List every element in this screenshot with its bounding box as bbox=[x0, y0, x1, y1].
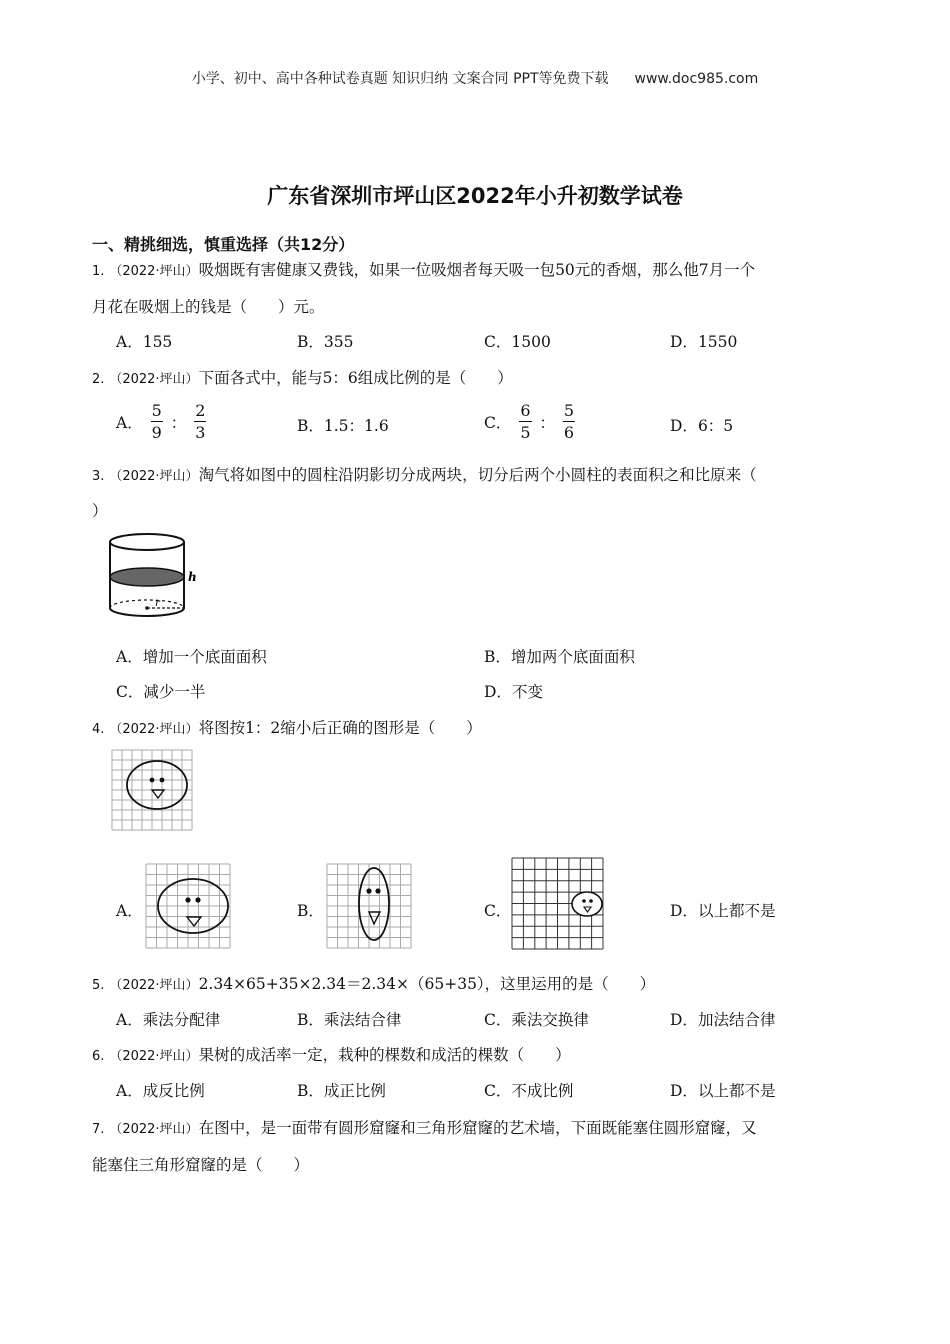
question-number: 7. bbox=[92, 1122, 105, 1137]
fraction: $\frac{6}{5}$ bbox=[520, 401, 531, 442]
q4-option-d[interactable]: D．以上都不是 bbox=[670, 902, 776, 920]
q4-option-a-label[interactable]: A． bbox=[116, 902, 143, 920]
question-6 bbox=[92, 1043, 571, 1065]
question-number: 5. bbox=[92, 978, 105, 993]
question-number: 3. bbox=[92, 469, 105, 484]
q1-option-b[interactable]: B．355 bbox=[297, 333, 354, 351]
question-text: 果树的成活率一定，栽种的棵数和成活的棵数（ ） bbox=[198, 1046, 571, 1064]
q2-option-a[interactable]: A． $\frac{5}{9}$ ： $\frac{2}{3}$ bbox=[116, 401, 206, 442]
fraction: $\frac{2}{3}$ bbox=[195, 401, 206, 442]
q4-option-b-label[interactable]: B． bbox=[297, 902, 324, 920]
q1-option-d[interactable]: D．1550 bbox=[670, 333, 738, 351]
question-number: 6. bbox=[92, 1049, 105, 1064]
radius-label: r bbox=[155, 598, 160, 609]
question-text: 将图按1：2缩小后正确的图形是（ ） bbox=[198, 719, 482, 737]
q3-option-d[interactable]: D．不变 bbox=[484, 683, 543, 701]
question-source: （2022·坪山） bbox=[109, 722, 199, 737]
q2-option-b[interactable]: B．1.5：1.6 bbox=[297, 417, 389, 435]
question-1-line1 bbox=[92, 258, 755, 280]
question-2 bbox=[92, 366, 513, 388]
question-text: 2.34×65+35×2.34＝2.34×（65+35），这里运用的是（ ） bbox=[198, 975, 656, 993]
q2-option-d[interactable]: D．6：5 bbox=[670, 417, 734, 435]
header-text: 小学、初中、高中各种试卷真题 知识归纳 文案合同 PPT等免费下载 bbox=[191, 71, 609, 87]
page-header bbox=[0, 68, 950, 88]
question-source: （2022·坪山） bbox=[109, 978, 199, 993]
q5-option-d[interactable]: D．加法结合律 bbox=[670, 1011, 776, 1029]
q2-option-c[interactable]: C． $\frac{6}{5}$ ： $\frac{5}{6}$ bbox=[484, 401, 575, 442]
q5-option-c[interactable]: C．乘法交换律 bbox=[484, 1011, 589, 1029]
q6-option-b[interactable]: B．成正比例 bbox=[297, 1082, 386, 1100]
q4-option-a-figure[interactable] bbox=[146, 864, 231, 949]
question-source: （2022·坪山） bbox=[109, 1049, 199, 1064]
question-number: 4. bbox=[92, 722, 105, 737]
height-label: h bbox=[188, 570, 197, 584]
q3-option-b[interactable]: B．增加两个底面面积 bbox=[484, 648, 635, 666]
question-1-line2: 月花在吸烟上的钱是（ ）元。 bbox=[92, 298, 325, 316]
header-url[interactable]: www.doc985.com bbox=[634, 71, 759, 87]
question-5 bbox=[92, 972, 655, 994]
q5-option-a[interactable]: A．乘法分配律 bbox=[116, 1011, 221, 1029]
question-source: （2022·坪山） bbox=[109, 1122, 199, 1137]
question-7-line2: 能塞住三角形窟窿的是（ ） bbox=[92, 1156, 310, 1174]
q3-option-c[interactable]: C．减少一半 bbox=[116, 683, 206, 701]
question-4 bbox=[92, 716, 482, 738]
question-source: （2022·坪山） bbox=[109, 469, 199, 484]
section-title: 一、精挑细选，慎重选择（共12分） bbox=[92, 235, 355, 254]
fraction: $\frac{5}{9}$ bbox=[151, 401, 162, 442]
cylinder-figure bbox=[100, 530, 210, 620]
question-3-line2: ） bbox=[92, 502, 108, 520]
fraction: $\frac{5}{6}$ bbox=[563, 401, 575, 442]
question-source: （2022·坪山） bbox=[109, 372, 199, 387]
q4-option-c-label[interactable]: C． bbox=[484, 902, 512, 920]
q6-option-a[interactable]: A．成反比例 bbox=[116, 1082, 205, 1100]
q4-option-c-figure[interactable] bbox=[512, 858, 604, 950]
q1-option-c[interactable]: C．1500 bbox=[484, 333, 551, 351]
question-text: 在图中，是一面带有圆形窟窿和三角形窟窿的艺术墙，下面既能塞住圆形窟窿，又 bbox=[198, 1119, 757, 1137]
q3-option-a[interactable]: A．增加一个底面面积 bbox=[116, 648, 267, 666]
question-7-line1 bbox=[92, 1116, 757, 1138]
q4-option-b-figure[interactable] bbox=[327, 864, 412, 949]
question-number: 2. bbox=[92, 372, 105, 387]
question-3-line1 bbox=[92, 463, 757, 485]
shaded-cut-section bbox=[110, 568, 184, 586]
q6-option-c[interactable]: C．不成比例 bbox=[484, 1082, 574, 1100]
question-number: 1. bbox=[92, 264, 105, 279]
q6-option-d[interactable]: D．以上都不是 bbox=[670, 1082, 776, 1100]
q1-option-a[interactable]: A．155 bbox=[116, 333, 173, 351]
question-source: （2022·坪山） bbox=[109, 264, 199, 279]
q5-option-b[interactable]: B．乘法结合律 bbox=[297, 1011, 402, 1029]
page-title: 广东省深圳市坪山区2022年小升初数学试卷 bbox=[267, 184, 683, 208]
question-text: 吸烟既有害健康又费钱，如果一位吸烟者每天吸一包50元的香烟，那么他7月一个 bbox=[198, 261, 756, 279]
question-text: 下面各式中，能与5：6组成比例的是（ ） bbox=[198, 369, 513, 387]
question-text: 淘气将如图中的圆柱沿阴影切分成两块，切分后两个小圆柱的表面积之和比原来（ bbox=[198, 466, 757, 484]
q4-original-figure bbox=[112, 750, 193, 831]
